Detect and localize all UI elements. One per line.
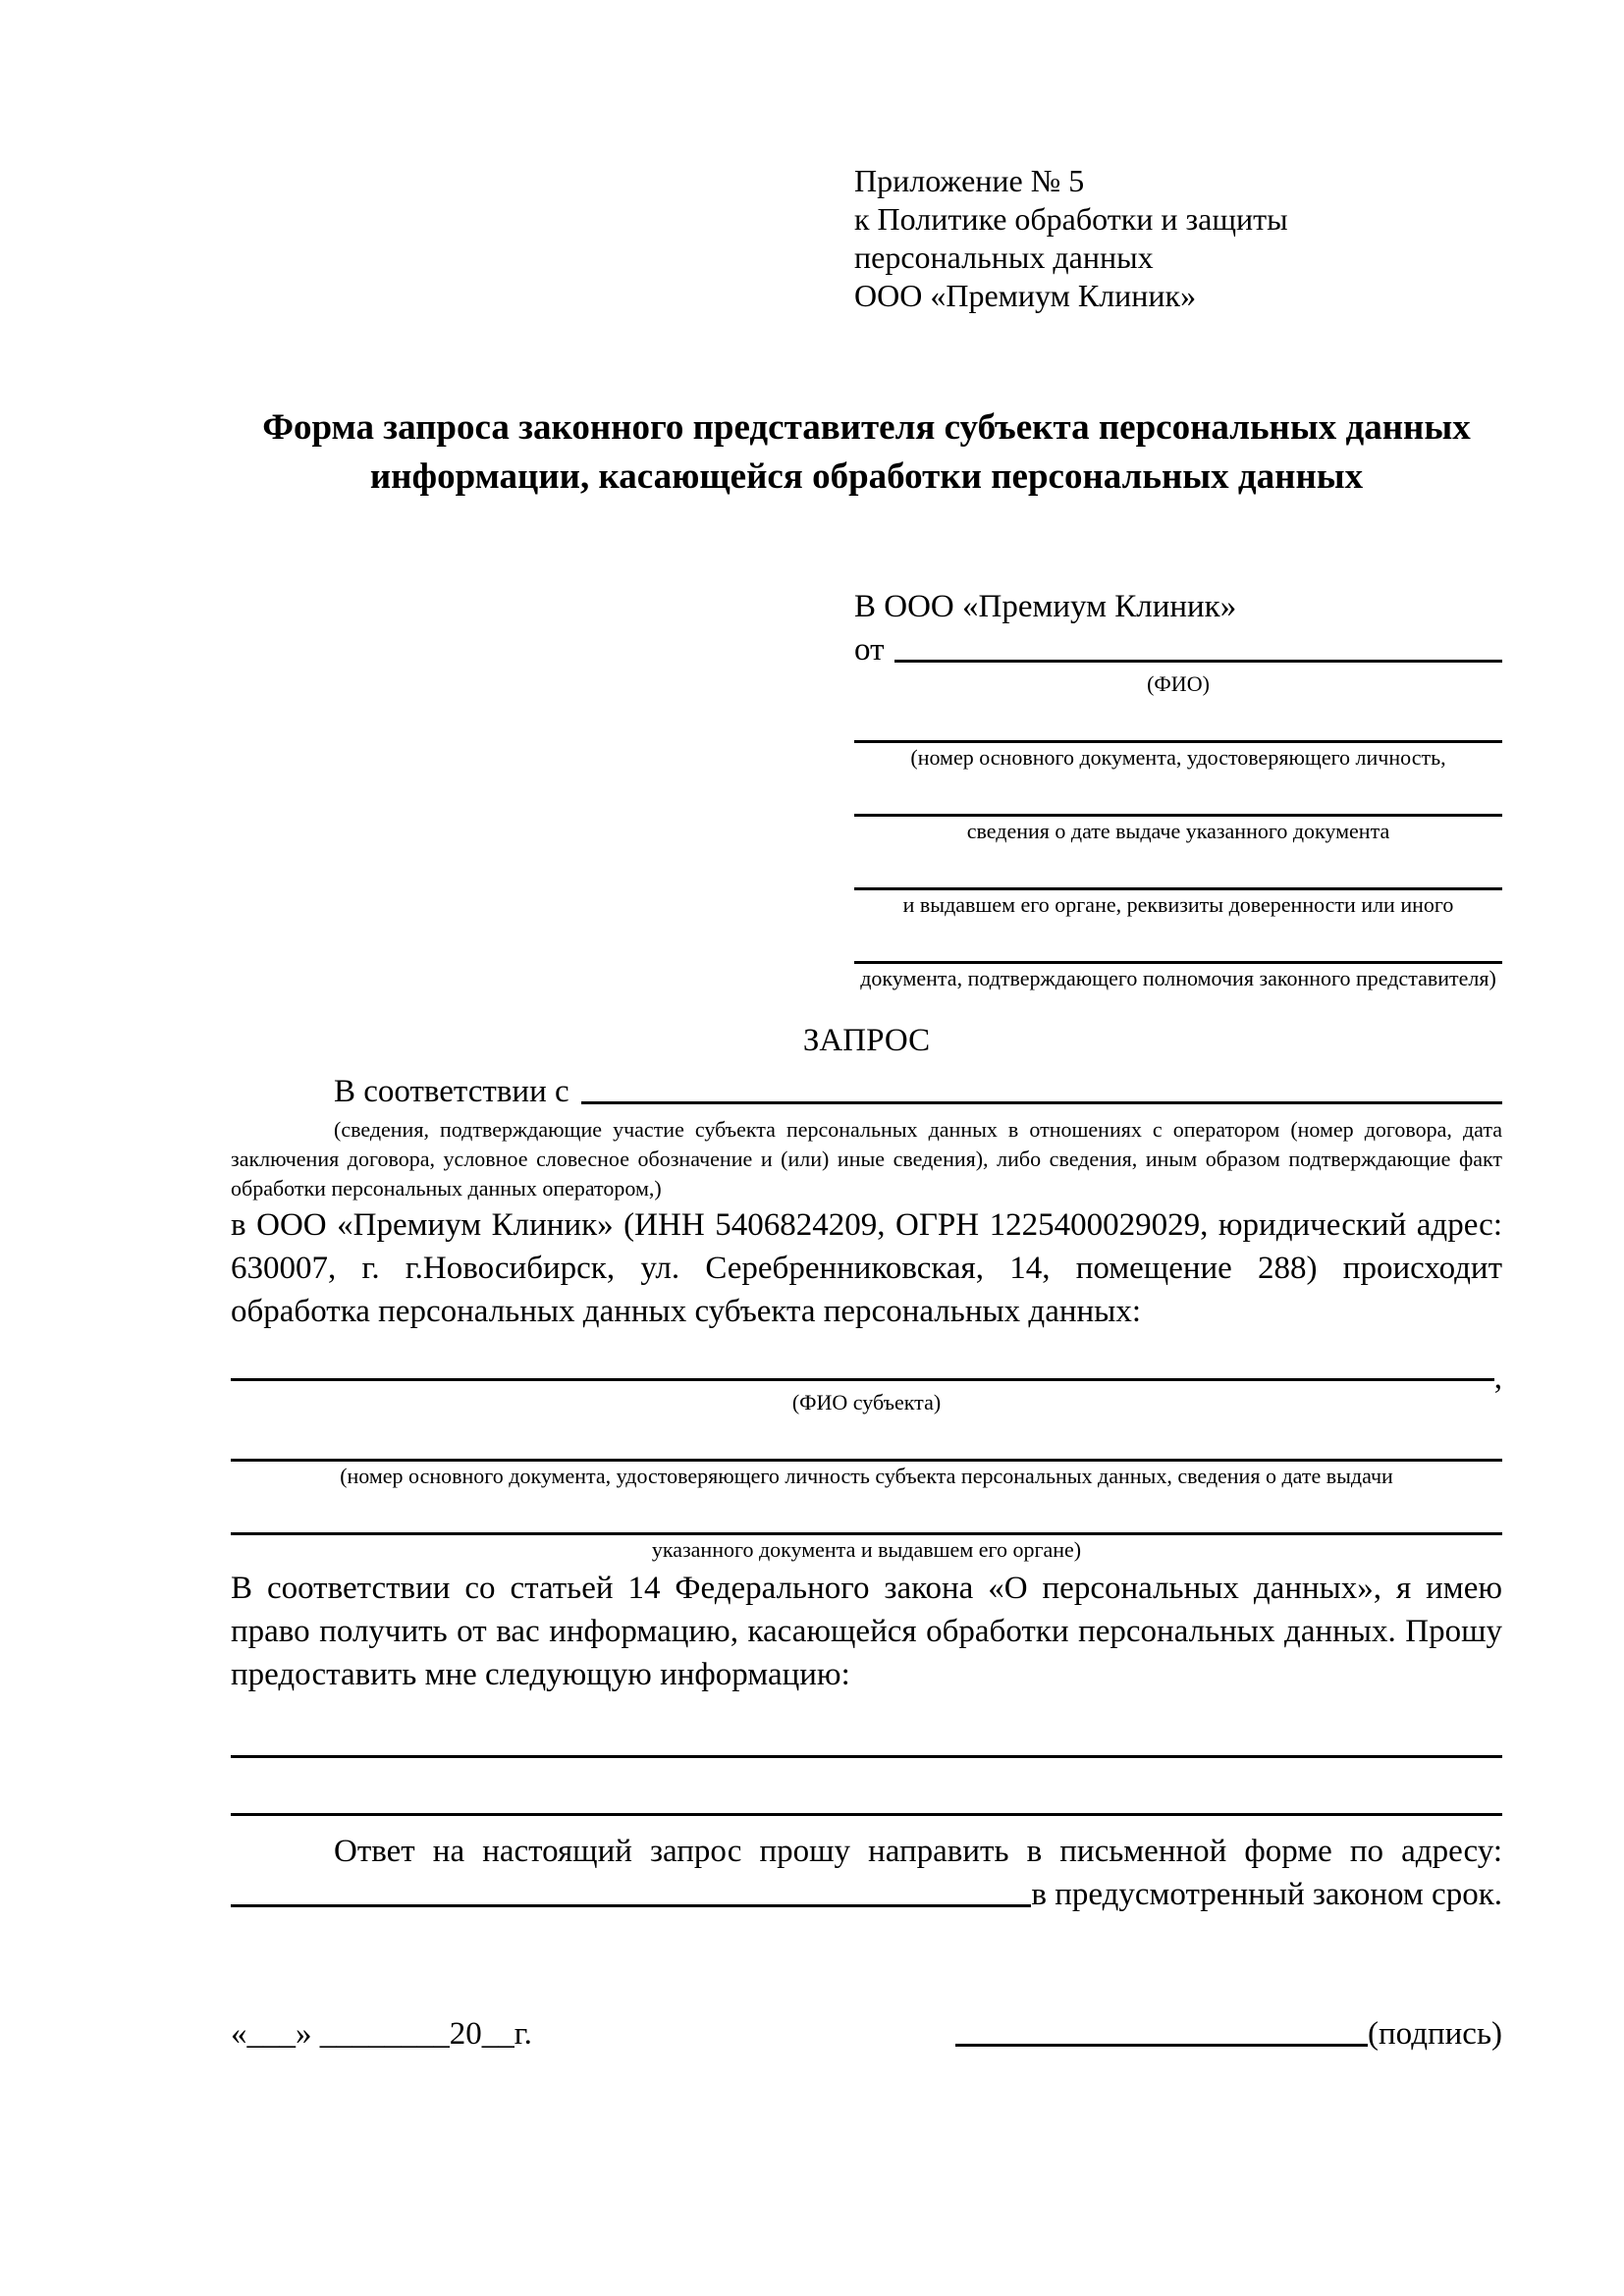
operator-paragraph: в ООО «Премиум Клиник» (ИНН 5406824209, ОГРН 1225400029029, юридический адрес: 630007, г. г.Новосибирск, ул. Серебренниковская, 14, помещение 288) происходит обработка персональных данных субъекта персональных данных: xyxy=(231,1207,1502,1329)
issuing-authority-line xyxy=(854,887,1502,890)
appendix-line: Приложение № 5 xyxy=(854,163,1085,198)
accordance-input-line xyxy=(581,1101,1502,1104)
authority-document-line xyxy=(854,961,1502,964)
recipient-block xyxy=(854,585,1502,991)
accordance-label: В соответствии с xyxy=(334,1074,569,1109)
law-paragraph: В соответствии со статьей 14 Федерального закона «О персональных данных», я имею право получить от вас информацию, касающейся обработки персональных данных. Прошу предоставить мне следующую информацию: xyxy=(231,1571,1502,1692)
subject-document-field xyxy=(231,1459,1502,1489)
appendix-line: персональных данных xyxy=(854,240,1154,275)
signature-line xyxy=(955,2044,1368,2047)
subject-document-field-2 xyxy=(231,1532,1502,1563)
accordance-row xyxy=(231,1070,1502,1113)
appendix-line: к Политике обработки и защиты xyxy=(854,201,1288,237)
requested-info-line-2 xyxy=(231,1813,1502,1816)
requested-info-line-1 xyxy=(231,1755,1502,1758)
request-heading: ЗАПРОС xyxy=(802,1023,931,1058)
subject-comma: , xyxy=(1493,1361,1502,1396)
fio-caption: (ФИО) xyxy=(1147,671,1210,696)
issuing-authority-field xyxy=(854,887,1502,918)
reply-address-line xyxy=(231,1904,1031,1907)
authority-document-field xyxy=(854,961,1502,991)
subject-document-line-2 xyxy=(231,1532,1502,1535)
field-caption: документа, подтверждающего полномочия законного представителя) xyxy=(860,966,1496,990)
signature-block xyxy=(955,2012,1502,2056)
subject-fio-caption: (ФИО субъекта) xyxy=(791,1390,942,1415)
form-title: Форма запроса законного представителя субъекта персональных данных информации, касающейся обработки персональных данных xyxy=(262,407,1471,497)
field-caption: указанного документа и выдавшем его органе) xyxy=(651,1537,1082,1562)
reply-suffix: в предусмотренный законом срок. xyxy=(1031,1877,1502,1912)
field-caption: сведения о дате выдаче указанного документа xyxy=(966,819,1390,843)
appendix-line: ООО «Премиум Клиник» xyxy=(854,278,1197,313)
representative-fio-line xyxy=(894,660,1503,663)
subject-fio-line xyxy=(231,1378,1494,1381)
subject-document-line xyxy=(231,1459,1502,1462)
field-caption: и выдавшем его органе, реквизиты доверенности или иного xyxy=(902,892,1454,917)
subject-fio-row xyxy=(231,1361,1502,1396)
from-label: от xyxy=(854,632,885,667)
date-field: «___» ________20__г. xyxy=(231,2016,532,2052)
document-issue-date-field xyxy=(854,814,1502,844)
document-issue-date-line xyxy=(854,814,1502,817)
from-row xyxy=(854,628,1502,671)
footer-row xyxy=(231,2012,1502,2056)
reply-address-row xyxy=(231,1873,1502,1916)
accordance-caption: (сведения, подтверждающие участие субъекта персональных данных в отношениях с оператором (номер договора, дата заключения договора, условное словесное обозначение и (или) иные сведения), либо сведения, иным образом подтверждающие факт обработки персональных данных оператором,) xyxy=(231,1117,1502,1201)
recipient-to: В ООО «Премиум Клиник» xyxy=(854,589,1237,624)
appendix-block xyxy=(854,162,1502,315)
reply-paragraph: Ответ на настоящий запрос прошу направить в письменной форме по адресу: xyxy=(334,1834,1502,1869)
representative-document-line xyxy=(854,740,1502,743)
field-caption: (номер основного документа, удостоверяющего личность субъекта персональных данных, сведения о дате выдачи xyxy=(340,1464,1393,1488)
signature-caption: (подпись) xyxy=(1368,2016,1502,2052)
field-caption: (номер основного документа, удостоверяющего личность, xyxy=(910,745,1446,770)
representative-document-field xyxy=(854,740,1502,771)
